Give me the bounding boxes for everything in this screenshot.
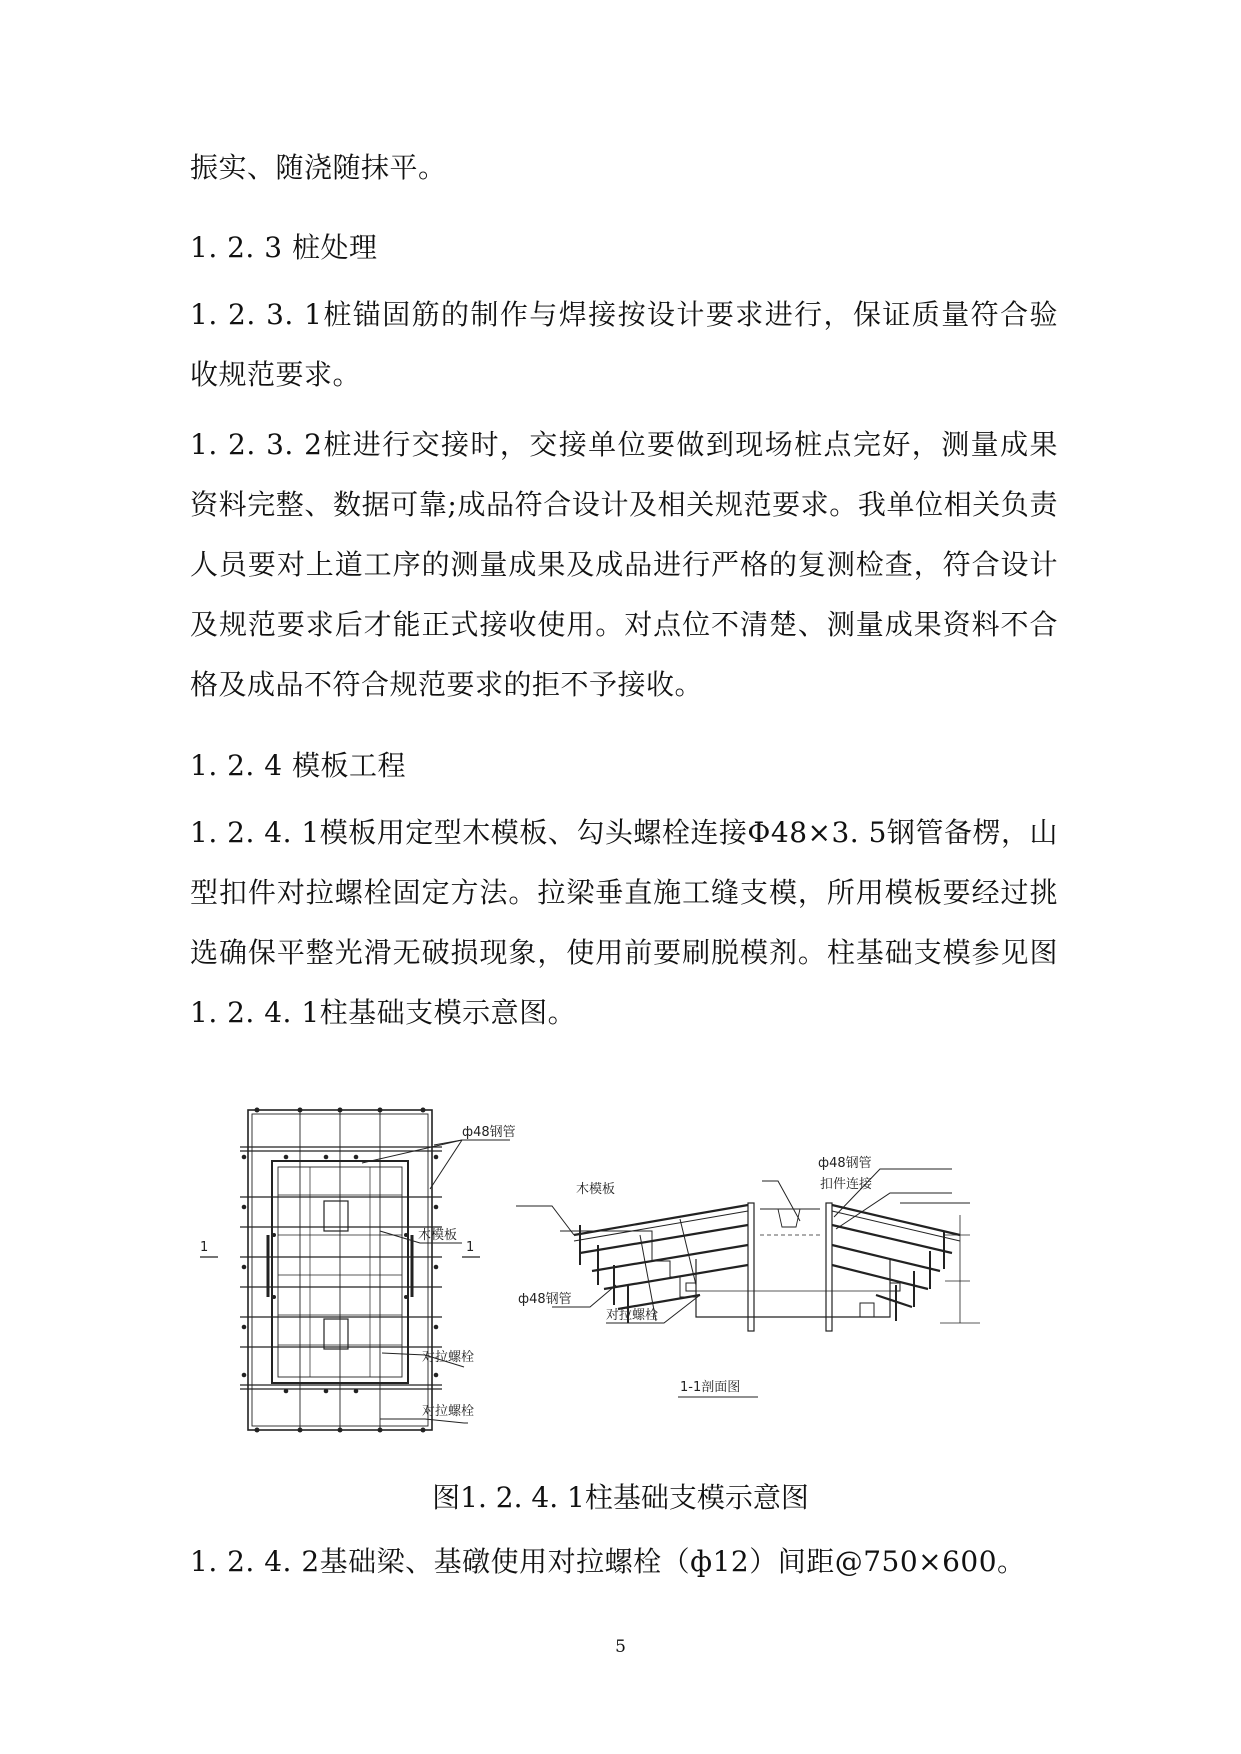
section-label-pipe-left: ф48钢管 (518, 1292, 572, 1307)
section-label-formwork: 木模板 (576, 1182, 616, 1197)
section-label-fastener: 扣件连接 (820, 1177, 873, 1192)
section-title: 1-1剖面图 (680, 1380, 741, 1395)
plan-section-mark-right: 1 (466, 1240, 475, 1255)
section-label-pipe-right: ф48钢管 (818, 1156, 872, 1171)
plan-label-pipe: ф48钢管 (462, 1125, 516, 1140)
plan-label-formwork: 木模板 (418, 1228, 458, 1243)
formwork-figure (200, 1085, 1020, 1455)
heading-1-2-3: 1. 2. 3 桩处理 (190, 231, 378, 264)
figure-caption: 图1. 2. 4. 1柱基础支模示意图 (432, 1481, 809, 1514)
paragraph-1: 振实、随浇随抹平。 (190, 151, 447, 184)
section-label-bolt: 对拉螺栓 (606, 1308, 659, 1323)
paragraph-1-2-4-2: 1. 2. 4. 2基础梁、基礅使用对拉螺栓（ф12）间距@750×600。 (190, 1545, 1026, 1578)
page-number: 5 (615, 1637, 626, 1657)
paragraph-1-2-3-2: 1. 2. 3. 2桩进行交接时，交接单位要做到现场桩点完好，测量成果资料完整、数据可靠;成品符合设计及相关规范要求。我单位相关负责人员要对上道工序的测量成果及成品进行严格的复测检查，符合设计及规范要求后才能正式接收使用。对点位不清楚、测量成果资料不合格及成品不符合规范要求的拒不予接收。 (190, 428, 1058, 701)
paragraph-1-2-3-1: 1. 2. 3. 1桩锚固筋的制作与焊接按设计要求进行，保证质量符合验收规范要求。 (190, 298, 1058, 391)
heading-1-2-4: 1. 2. 4 模板工程 (190, 749, 406, 782)
plan-view (200, 1108, 510, 1433)
plan-label-bolt-2: 对拉螺栓 (422, 1404, 475, 1419)
plan-label-bolt-1: 对拉螺栓 (422, 1350, 475, 1365)
paragraph-1-2-4-1: 1. 2. 4. 1模板用定型木模板、勾头螺栓连接Φ48×3. 5钢管备楞，山型扣件对拉螺栓固定方法。拉梁垂直施工缝支模，所用模板要经过挑选确保平整光滑无破损现象，使用前要刷脱模剂。柱基础支模参见图1. 2. 4. 1柱基础支模示意图。 (190, 816, 1058, 1029)
section-view (516, 1169, 980, 1397)
plan-section-mark-left: 1 (200, 1240, 209, 1255)
